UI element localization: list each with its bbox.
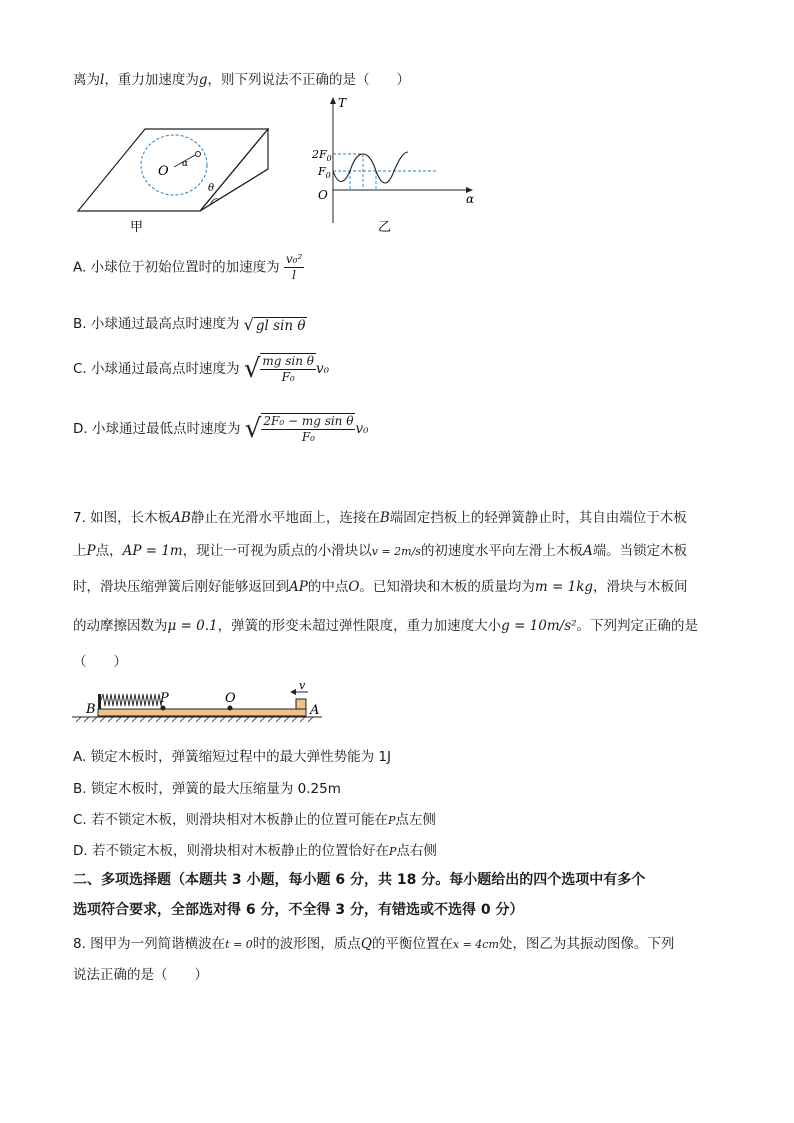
label-O: O bbox=[225, 691, 236, 706]
sqrt-b: √ gl sin θ bbox=[243, 314, 306, 334]
figure-q7 bbox=[72, 680, 332, 730]
q8-line-1: 8. 图甲为一列简谐横波在t = 0时的波形图，质点Q的平衡位置在x = 4cm处，图乙为其振动图像。下列 bbox=[73, 936, 675, 952]
caption-yi: 乙 bbox=[378, 220, 392, 235]
caption-jia: 甲 bbox=[130, 220, 144, 235]
q7-line-4: 的动摩擦因数为μ = 0.1，弹簧的形变未超过弹性限度，重力加速度大小g = 10m/s²。下列判定正确的是 bbox=[73, 618, 699, 634]
q8-line-2: 说法正确的是（ ） bbox=[73, 967, 208, 983]
slider-block bbox=[296, 699, 306, 709]
axis-x-label: α bbox=[466, 192, 475, 206]
axis-y-label: T bbox=[338, 96, 347, 110]
figure-jia bbox=[70, 115, 310, 235]
q7-option-a: A. 锁定木板时，弹簧缩短过程中的最大弹性势能为 1J bbox=[73, 749, 391, 765]
figure-yi bbox=[308, 95, 483, 235]
q7-line-3: 时，滑块压缩弹簧后刚好能够返回到AP的中点O。已知滑块和木板的质量均为m = 1kg，滑块与木板间 bbox=[73, 579, 688, 595]
spring bbox=[101, 694, 162, 706]
section-2-heading-line-1: 二、多项选择题（本题共 3 小题，每小题 6 分，共 18 分。每小题给出的四个选项中有多个 bbox=[73, 872, 646, 888]
q6-option-c: C. 小球通过最高点时速度为 √ $\frac{\text{mg sin θ}}{\text{F₀}}$ v₀ bbox=[73, 354, 330, 384]
q6-option-a: A. 小球位于初始位置时的加速度为 $\frac{\text{v₀²}}{l}$ bbox=[73, 252, 303, 282]
q6-stem: 离为l，重力加速度为g，则下列说法不正确的是（ ） bbox=[73, 72, 410, 88]
q7-option-c: C. 若不锁定木板，则滑块相对木板静止的位置可能在P点左侧 bbox=[73, 812, 436, 828]
q7-line-2: 上P点，AP = 1m，现让一可视为质点的小滑块以v = 2m/s的初速度水平向左滑上木板A端。当锁定木板 bbox=[73, 543, 688, 559]
label-O: O bbox=[158, 164, 169, 179]
section-2-heading-line-2: 选项符合要求，全部选对得 6 分，不全得 3 分，有错选或不选得 0 分） bbox=[73, 902, 524, 918]
origin-label: O bbox=[318, 188, 328, 202]
q7-line-1: 7. 如图，长木板AB静止在光滑水平地面上，连接在B端固定挡板上的轻弹簧静止时，其自由端位于木板 bbox=[73, 510, 687, 526]
q6-option-d: D. 小球通过最低点时速度为 √ $\frac{\text{2F₀ − mg sin θ}}{\text{F₀}}$ v₀ bbox=[73, 414, 369, 444]
label-alpha: α bbox=[182, 159, 189, 169]
label-v: v bbox=[299, 680, 306, 692]
q6-option-b: B. 小球通过最高点时速度为 √ gl sin θ bbox=[73, 314, 306, 334]
q7-option-b: B. 锁定木板时，弹簧的最大压缩量为 0.25m bbox=[73, 781, 341, 797]
q7-option-d: D. 若不锁定木板，则滑块相对木板静止的位置恰好在P点右侧 bbox=[73, 843, 437, 859]
tick-2F0: $2F_0$ bbox=[312, 148, 332, 163]
tick-F0: $F_0$ bbox=[318, 165, 331, 180]
board bbox=[98, 709, 306, 716]
label-theta: θ bbox=[208, 183, 215, 194]
label-P: P bbox=[160, 691, 169, 706]
label-A: A bbox=[310, 703, 320, 718]
q7-line-5: （ ） bbox=[73, 654, 127, 670]
label-B: B bbox=[86, 702, 96, 717]
